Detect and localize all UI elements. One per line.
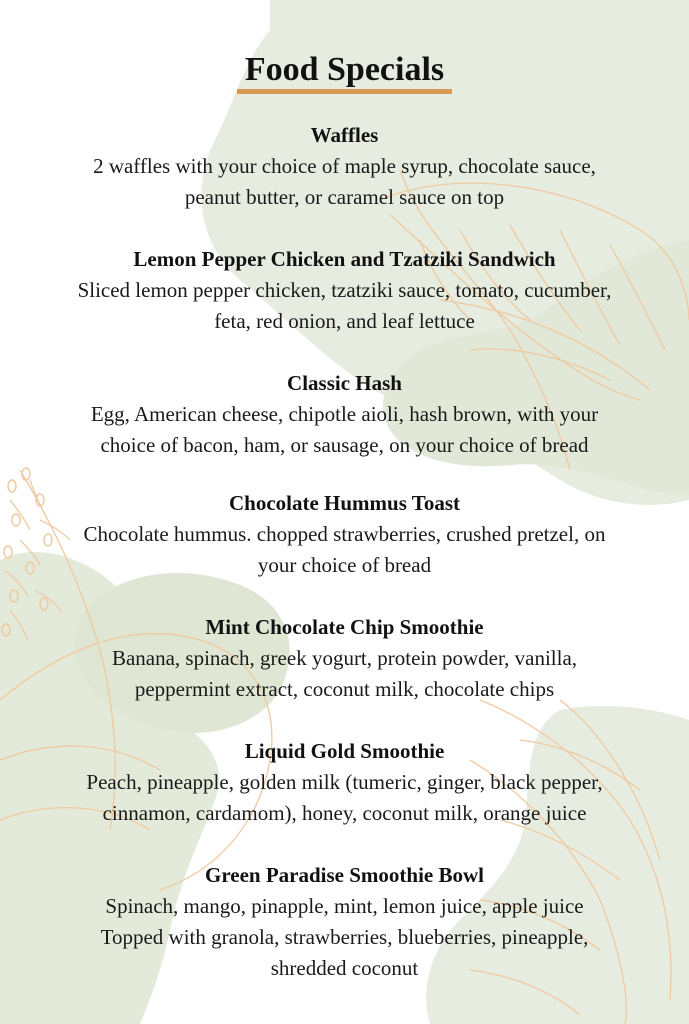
menu-item-desc-line: Peach, pineapple, golden milk (tumeric, ginger, black pepper, xyxy=(86,770,603,794)
menu-item-green-paradise-smoothie-bowl xyxy=(0,860,689,984)
menu-item-desc-line: Chocolate hummus. chopped strawberries, crushed pretzel, on xyxy=(83,522,606,546)
menu-item-liquid-gold-smoothie xyxy=(0,736,689,829)
menu-item-desc-line: Spinach, mango, pinapple, mint, lemon juice, apple juice xyxy=(105,894,584,918)
menu-item-desc-line: Egg, American cheese, chipotle aioli, hash brown, with your xyxy=(90,402,599,426)
menu-item-desc-line: cinnamon, cardamom), honey, coconut milk, orange juice xyxy=(102,801,587,825)
menu-item-name: Classic Hash xyxy=(287,371,402,395)
menu-item-desc-line: shredded coconut xyxy=(270,956,419,980)
menu-item-desc-line: feta, red onion, and leaf lettuce xyxy=(214,309,475,333)
menu-item-name: Lemon Pepper Chicken and Tzatziki Sandwich xyxy=(133,247,556,271)
menu-item-classic-hash xyxy=(0,368,689,461)
menu-item-desc-line: Sliced lemon pepper chicken, tzatziki sauce, tomato, cucumber, xyxy=(77,278,612,302)
menu-item-desc-line: peanut butter, or caramel sauce on top xyxy=(184,185,505,209)
menu-item-waffles xyxy=(0,120,689,213)
menu-item-desc-line: choice of bacon, ham, or sausage, on your choice of bread xyxy=(100,433,589,457)
menu-item-name: Liquid Gold Smoothie xyxy=(244,739,445,763)
menu-item-name: Waffles xyxy=(310,123,379,147)
menu-item-mint-chocolate-chip-smoothie xyxy=(0,612,689,705)
menu-item-desc-line: your choice of bread xyxy=(257,553,432,577)
page-title: Food Specials xyxy=(244,51,445,88)
menu-item-name: Green Paradise Smoothie Bowl xyxy=(204,863,484,887)
menu-item-desc-line: Banana, spinach, greek yogurt, protein powder, vanilla, xyxy=(111,646,578,670)
menu-item-name: Chocolate Hummus Toast xyxy=(228,491,461,515)
menu-item-name: Mint Chocolate Chip Smoothie xyxy=(205,615,484,639)
menu-item-desc-line: peppermint extract, coconut milk, chocolate chips xyxy=(134,677,555,701)
menu-item-desc-line: Topped with granola, strawberries, blueberries, pineapple, xyxy=(100,925,589,949)
menu-item-lemon-pepper-chicken xyxy=(0,244,689,337)
title-underline xyxy=(237,89,452,94)
menu-item-desc-line: 2 waffles with your choice of maple syrup, chocolate sauce, xyxy=(93,154,596,178)
menu-item-chocolate-hummus-toast xyxy=(0,488,689,581)
